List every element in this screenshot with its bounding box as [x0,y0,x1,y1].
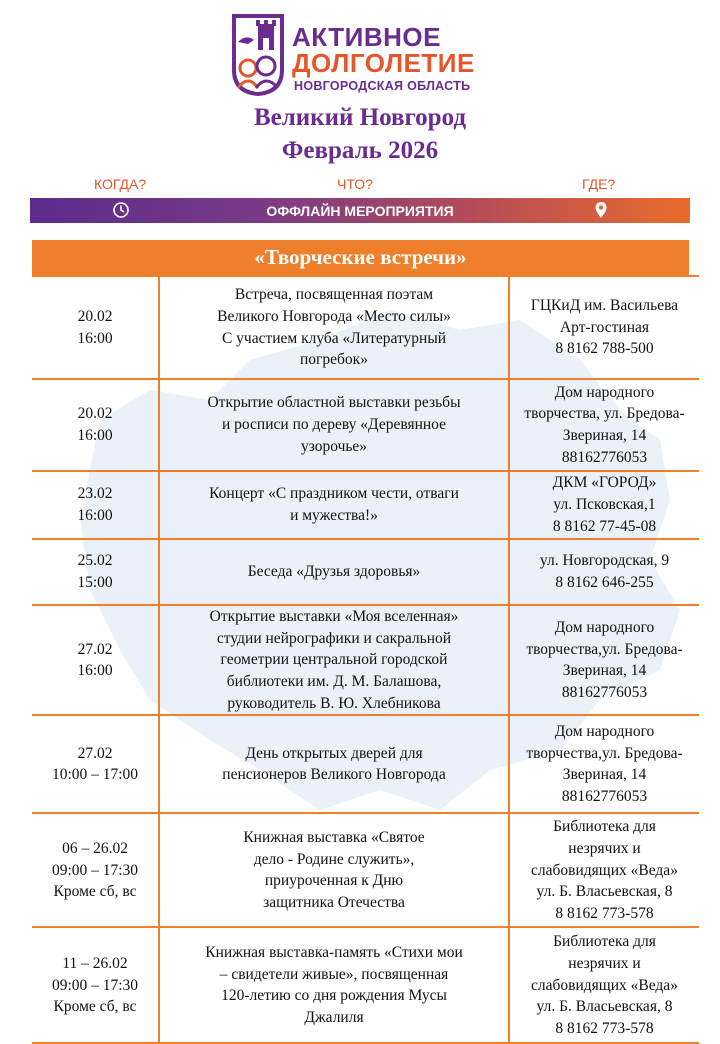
event-venue-line: Дом народного [554,723,655,741]
event-description [159,276,509,379]
event-description [159,605,509,715]
event-venue-line: 8 8162 773-578 [555,904,654,922]
event-description-line: День открытых дверей для [245,744,423,762]
event-venue-line: слабовидящих «Веда» [531,976,678,994]
event-description-line: – свидетели живые», посвященная [219,965,449,983]
event-date [32,813,159,927]
event-date-line: Кроме сб, вс [53,883,137,901]
location-pin-icon [592,201,610,219]
event-venue-line: 8 8162 773-578 [555,1019,654,1037]
event-venue [509,715,699,813]
event-description [159,813,509,927]
offline-events-band [30,198,690,223]
event-description-line: руководитель В. Ю. Хлебникова [227,694,441,712]
event-date [32,471,159,539]
where-label: ГДЕ? [582,176,616,192]
event-description-line: геометрии центральной городской [220,651,448,669]
event-venue-line: творчества,ул. Бредова- [526,640,683,658]
event-date-line: 23.02 [77,485,113,503]
event-date-line: 27.02 [77,640,113,658]
event-venue-line: творчества, ул. Бредова- [524,405,685,423]
event-venue-line: ул. Псковская,1 [553,496,656,514]
event-venue-line: ДКМ «ГОРОД» [552,474,657,492]
event-row [32,813,699,927]
event-row [32,927,699,1043]
event-description-line: Открытие выставки «Моя вселенная» [209,608,459,625]
event-description-line: приуроченная к Дню [264,872,404,890]
event-date-line: 09:00 – 17:30 [51,976,139,994]
event-description [159,539,509,605]
event-date-line: 20.02 [77,405,113,423]
event-venue-line: Дом народного [554,618,655,636]
event-venue [509,539,699,605]
event-date-line: 16:00 [77,662,113,680]
event-venue-line: ул. Новгородская, 9 [539,552,670,570]
event-description-line: и росписи по дереву «Деревянное [222,416,446,434]
brand-line-1: АКТИВНОЕ [292,22,441,52]
event-venue-line: Арт-гостиная [559,318,650,336]
event-venue-line: Звериная, 14 [562,766,647,784]
event-venue-line: Библиотека для [553,818,656,836]
when-label: КОГДА? [94,176,147,192]
event-description-line: студии нейрографики и сакральной [216,629,452,647]
event-description-line: 120-летию со дня рождения Мусы [221,987,447,1005]
city-title: Великий Новгород [253,104,467,131]
event-venue [509,276,699,379]
event-description-line: пенсионеров Великого Новгорода [222,766,446,784]
event-description [159,471,509,539]
event-venue [509,471,699,539]
event-date [32,715,159,813]
event-date-line: 20.02 [77,307,113,325]
band-title: ОФФЛАЙН МЕРОПРИЯТИЯ [266,203,454,219]
event-date-line: 09:00 – 17:30 [51,861,139,879]
event-description-line: защитника Отечества [263,894,405,912]
section-title: «Творческие встречи» [32,240,689,275]
event-description-line: Книжная выставка «Святое [243,829,425,847]
event-venue-line: слабовидящих «Веда» [531,861,678,879]
event-description-line: Великого Новгорода «Место силы» [217,307,451,325]
event-venue [509,605,699,715]
event-venue-line: Звериная, 14 [562,427,647,444]
active-longevity-emblem-icon [228,12,288,96]
event-description-line: С участием клуба «Литературный [221,329,447,347]
event-venue [509,379,699,471]
event-description-line: библиотеки им. Д. М. Балашова, [226,673,442,691]
event-description-line: Беседа «Друзья здоровья» [247,563,421,581]
event-date-line: 10:00 – 17:00 [51,766,139,784]
event-date [32,605,159,715]
event-description-line: Книжная выставка-память «Стихи мои [205,944,463,962]
event-venue-line: творчества,ул. Бредова- [526,744,683,762]
event-description-line: дело - Родине служить», [253,850,415,868]
event-date [32,276,159,379]
event-venue-line: 8 8162 77-45-08 [552,517,657,535]
event-date-line: 15:00 [77,574,113,591]
event-date-line: 16:00 [77,507,113,524]
event-date-line: 16:00 [77,427,113,444]
event-row [32,379,699,471]
events-table [32,275,699,1044]
brand-line-2: ДОЛГОЛЕТИЕ [292,48,475,78]
event-date-line: 27.02 [77,744,113,762]
event-description-line: Открытие областной выставки резьбы [207,394,461,412]
event-venue-line: 88162776053 [561,683,648,701]
event-venue-line: ул. Б. Власьевская, 8 [536,883,673,901]
event-description [159,379,509,471]
event-description-line: Джалиля [304,1009,364,1027]
event-date-line: 16:00 [77,329,113,347]
logo [228,8,498,98]
event-date [32,379,159,471]
event-description [159,715,509,813]
event-venue [509,927,699,1043]
event-venue-line: ГЦКиД им. Васильева [530,296,679,314]
event-venue-line: незрячих и [568,839,641,857]
event-venue-line: Дом народного [554,383,655,401]
event-description-line: Концерт «С праздником чести, отваги [209,485,459,503]
event-row [32,471,699,539]
event-date [32,539,159,605]
event-venue-line: 8 8162 646-255 [555,574,654,591]
event-date-line: 11 – 26.02 [62,954,128,972]
event-description-line: Встреча, посвященная поэтам [234,286,434,304]
event-row [32,715,699,813]
event-description-line: узорочье» [300,437,368,455]
event-description [159,927,509,1043]
event-row [32,539,699,605]
event-venue-line: 8 8162 788-500 [555,340,654,358]
event-venue-line: 88162776053 [561,448,648,466]
month-title: Февраль 2026 [281,137,439,164]
event-venue [509,813,699,927]
event-row [32,605,699,715]
event-venue-line: незрячих и [568,954,641,972]
event-venue-line: Звериная, 14 [562,662,647,680]
event-description-line: и мужества!» [290,507,378,524]
event-date [32,927,159,1043]
event-date-line: 06 – 26.02 [62,839,128,857]
event-row [32,276,699,379]
event-venue-line: 88162776053 [561,788,648,806]
event-date-line: 25.02 [77,552,113,570]
what-label: ЧТО? [337,176,373,192]
event-date-line: Кроме сб, вс [53,998,137,1016]
brand-line-3: НОВГОРОДСКАЯ ОБЛАСТЬ [294,79,471,93]
event-description-line: погребок» [300,351,368,369]
event-venue-line: Библиотека для [553,933,656,951]
event-venue-line: ул. Б. Власьевская, 8 [536,998,673,1016]
